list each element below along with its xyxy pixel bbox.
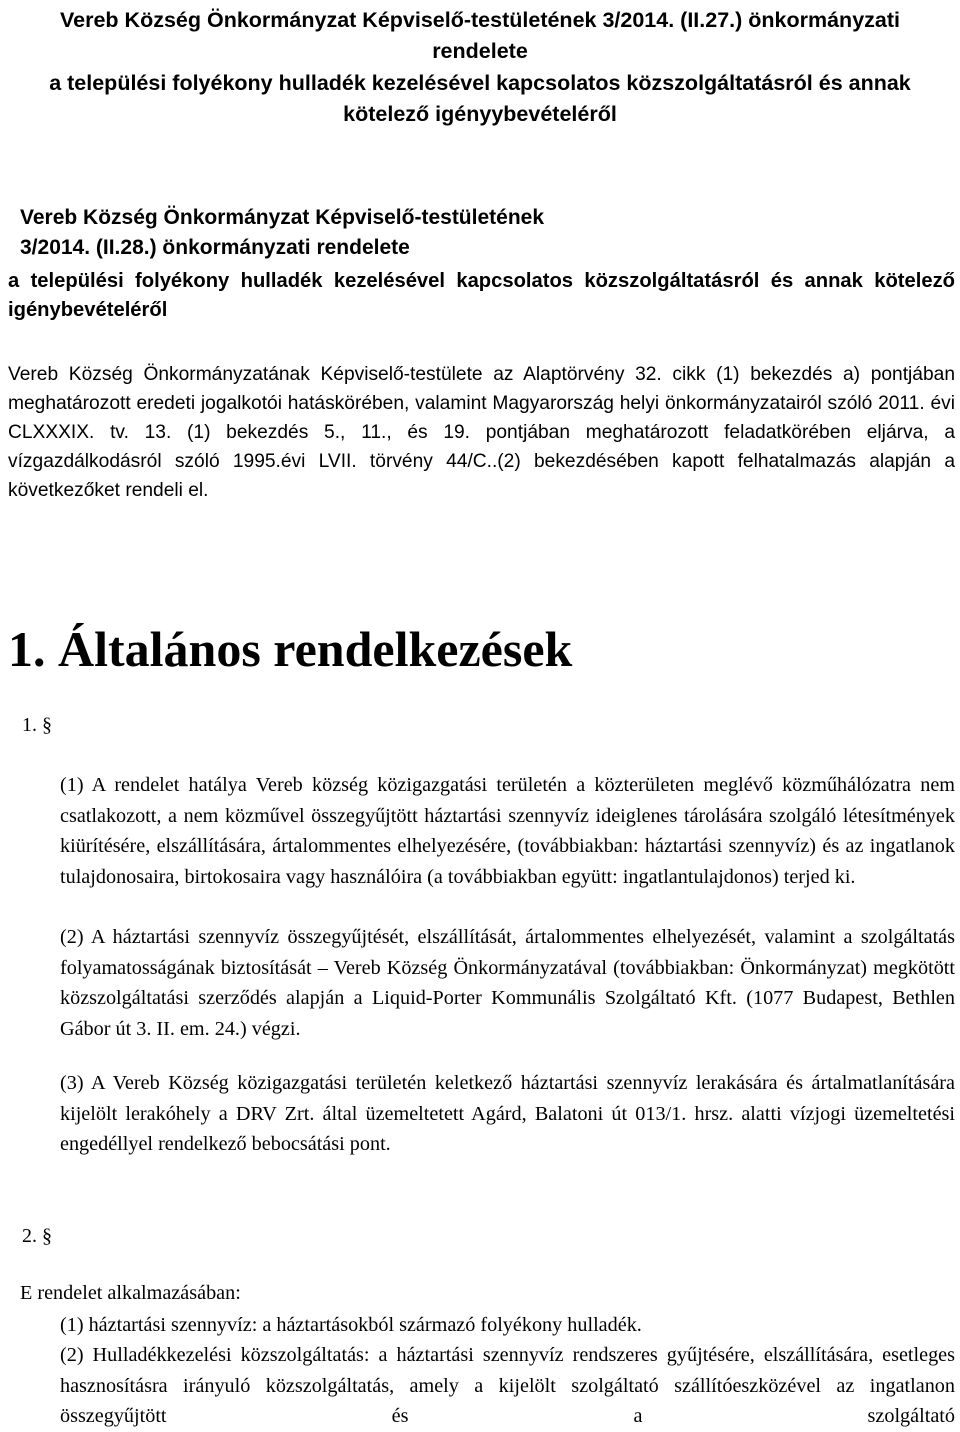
title-line-2: rendelete (432, 39, 528, 63)
title-line-3: a települési folyékony hulladék kezelésével kapcsolatos közszolgáltatásról és annak (49, 71, 911, 95)
subtitle-body: a települési folyékony hulladék kezelésével kapcsolatos közszolgáltatásról és annak kötelező igénybevételéről (8, 270, 955, 321)
section-number-2: 2. (22, 1225, 42, 1247)
section-1-paragraph-3: (3) A Vereb Község közigazgatási területén keletkező háztartási szennyvíz lerakására és ártalmatlanítására kijelölt lerakóhely a DRV Zrt. által üzemeltetett Agárd, Balatoni út 013/1. hrsz. alatti vízjogi üzemeltetési engedéllyel rendelkező bebocsátási pont. (60, 1072, 955, 1155)
subtitle-line-1: Vereb Község Önkormányzat Képviselő-testületének (20, 206, 545, 229)
section-1-paragraph-1: (1) A rendelet hatálya Vereb község közigazgatási területén a közterületen meglévő közműhálózatra nem csatlakozott, a nem közművel összegyűjtött háztartási szennyvíz ideiglenes tárolására szolgáló létesítmények kiürítésére, elszállítására, ártalommentes elhelyezésére, (továbbiakban: háztartási szennyvíz) és az ingatlanok tulajdonosaira, birtokosaira vagy használóira (a továbbiakban együtt: ingatlantulajdonos) terjed ki. (60, 774, 955, 888)
definition-1: (1) háztartási szennyvíz: a háztartásokból származó folyékony hulladék. (60, 1314, 642, 1336)
section-number-1: 1. (22, 714, 42, 736)
subtitle-line-2: 3/2014. (II.28.) önkormányzati rendelete (20, 236, 410, 259)
section-sign-icon: § (42, 714, 52, 736)
section-mark-2 (22, 1222, 52, 1250)
chapter-heading: 1. Általános rendelkezések (8, 621, 573, 677)
definition-2: (2) Hulladékkezelési közszolgáltatás: a háztartási szennyvíz rendszeres gyűjtésére, elszállítására, esetleges hasznosításra irányuló közszolgáltatás, amely a kijelölt szolgáltató szállítóeszközével az ingatlanon összegyűjtött és a szolgáltató (60, 1344, 955, 1427)
section-1-paragraph-2: (2) A háztartási szennyvíz összegyűjtését, elszállítását, ártalommentes elhelyezését, valamint a szolgáltatás folyamatosságának biztosítását – Vereb Község Önkormányzatával (továbbiakban: Önkormányzat) megkötött közszolgáltatási szerződés alapján a Liquid-Porter Kommunális Szolgáltató Kft. (1077 Budapest, Bethlen Gábor út 3. II. em. 24.) végzi. (60, 926, 955, 1040)
title-line-4: kötelező igényybevételéről (343, 102, 617, 126)
definitions-intro: E rendelet alkalmazásában: (20, 1282, 241, 1304)
preamble: Vereb Község Önkormányzatának Képviselő-testülete az Alaptörvény 32. cikk (1) bekezdés a) pontjában meghatározott eredeti jogalkotói hatáskörében, valamint Magyarország helyi önkormányzatairól szóló 2011. évi CLXXXIX. tv. 13. (1) bekezdés 5., 11., és 19. pontjában meghatározott feladatkörében eljárva, a vízgazdálkodásról szóló 1995.évi LVII. törvény 44/C..(2) bekezdésében kapott felhatalmazás alapján a következőket rendeli el. (8, 364, 955, 501)
section-sign-icon: § (42, 1225, 52, 1247)
title-line-1: Vereb Község Önkormányzat Képviselő-testületének 3/2014. (II.27.) önkormányzati (60, 8, 900, 32)
section-mark-1 (22, 711, 52, 739)
